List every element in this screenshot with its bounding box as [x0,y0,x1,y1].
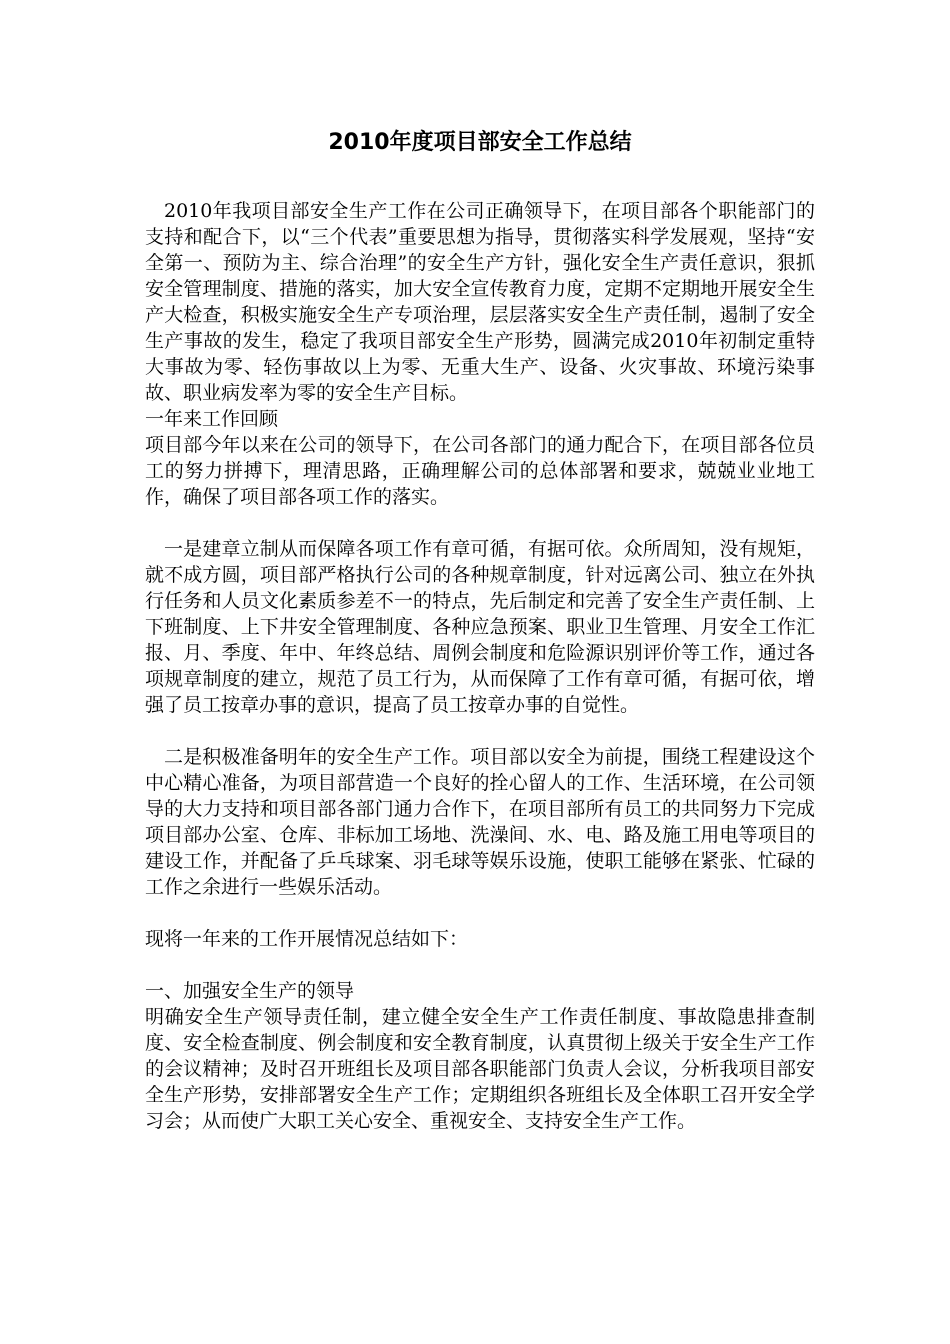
paragraph-summary-lead: 现将一年来的工作开展情况总结如下： [145,928,469,950]
paragraph-gap [145,718,815,744]
section-heading-leadership: 一、加强安全生产的领导 [145,980,355,1002]
paragraph-point-one: 一是建章立制从而保障各项工作有章可循，有据可依。众所周知，没有规矩，就不成方圆，项目部严格执行公司的各种规章制度，针对远离公司、独立在外执行任务和人员文化素质参差不一的特点，先后制定和完善了安全生产责任制、上下班制度、上下井安全管理制度、各种应急预案、职业卫生管理、月安全工作汇报、月、季度、年中、年终总结、周例会制度和危险源识别评价等工作，通过各项规章制度的建立，规范了员工行为，从而保障了工作有章可循，有据可依，增强了员工按章办事的意识，提高了员工按章办事的自觉性。 [145,538,815,716]
document-title: 2010年度项目部安全工作总结 [328,130,632,155]
paragraph-intro: 2010年我项目部安全生产工作在公司正确领导下，在项目部各个职能部门的支持和配合下，以“三个代表”重要思想为指导，贯彻落实科学发展观，坚持“安全第一、预防为主、综合治理”的安全生产方针，强化安全生产责任意识，狠抓安全管理制度、措施的落实，加大安全宣传教育力度，定期不定期地开展安全生产大检查，积极实施安全生产专项治理，层层落实安全生产责任制，遏制了安全生产事故的发生，稳定了我项目部安全生产形势，圆满完成2010年初制定重特大事故为零、轻伤事故以上为零、无重大生产、设备、火灾事故、环境污染事故、职业病发率为零的安全生产目标。 [145,200,815,404]
paragraph-point-two: 二是积极准备明年的安全生产工作。项目部以安全为前提，围绕工程建设这个中心精心准备，为项目部营造一个良好的拴心留人的工作、生活环境，在公司领导的大力支持和项目部各部门通力合作下，在项目部所有员工的共同努力下完成项目部办公室、仓库、非标加工场地、洗澡间、水、电、路及施工用电等项目的建设工作，并配备了乒乓球案、羽毛球等娱乐设施，使职工能够在紧张、忙碌的工作之余进行一些娱乐活动。 [145,746,815,898]
paragraph-gap [145,510,815,536]
paragraph-leadership: 明确安全生产领导责任制，建立健全安全生产工作责任制度、事故隐患排查制度、安全检查制度、例会制度和安全教育制度，认真贯彻上级关于安全生产工作的会议精神；及时召开班组长及项目部各职能部门负责人会议，分析我项目部安全生产形势，安排部署安全生产工作；定期组织各班组长及全体职工召开安全学习会；从而使广大职工关心安全、重视安全、支持安全生产工作。 [145,1006,815,1132]
paragraph-gap [145,900,815,926]
section-heading-review: 一年来工作回顾 [145,408,279,430]
document-body [145,198,815,1134]
paragraph-gap [145,952,815,978]
paragraph-review: 项目部今年以来在公司的领导下，在公司各部门的通力配合下，在项目部各位员工的努力拼搏下，理清思路，正确理解公司的总体部署和要求，兢兢业业地工作，确保了项目部各项工作的落实。 [145,434,815,508]
